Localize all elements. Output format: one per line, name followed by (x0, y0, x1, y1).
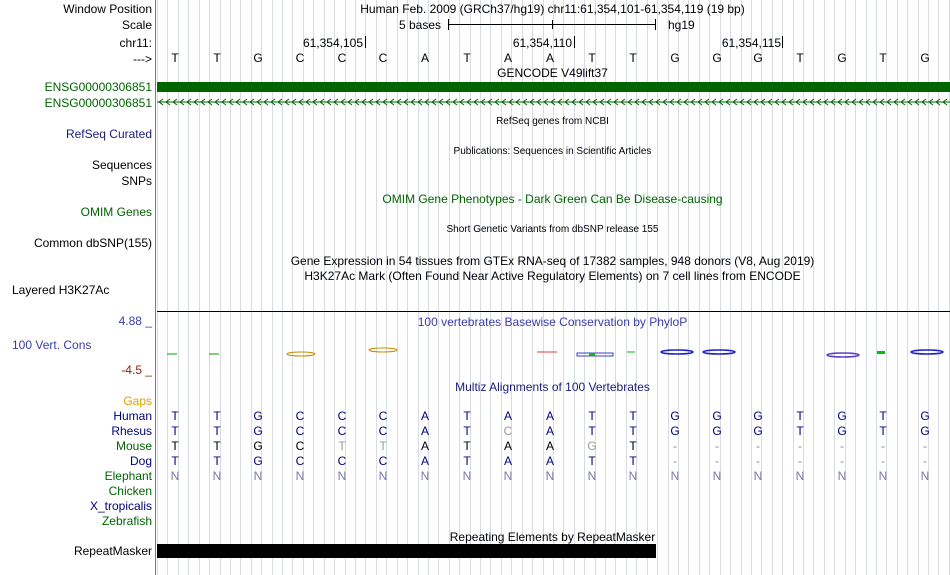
aligned-base: A (420, 454, 429, 468)
aligned-base: N (462, 469, 472, 483)
aligned-base: C (295, 439, 305, 453)
position-tick-3 (782, 36, 783, 48)
aligned-base: N (503, 469, 513, 483)
scale-db-label: hg19 (668, 18, 695, 32)
species-label[interactable]: Human (113, 409, 152, 423)
aligned-base: C (378, 424, 388, 438)
scale-bar-mid-tick (552, 20, 553, 29)
aligned-base: N (420, 469, 430, 483)
aligned-base: T (629, 424, 637, 438)
aligned-base: N (753, 469, 763, 483)
gaps-label: Gaps (123, 394, 152, 408)
reference-base: G (670, 51, 680, 65)
reference-base: T (796, 51, 804, 65)
phylop-track-title: 100 vertebrates Basewise Conservation by PhyloP (417, 315, 688, 329)
aligned-base: C (295, 454, 305, 468)
aligned-base: A (503, 409, 512, 423)
reference-base: G (712, 51, 722, 65)
aligned-base: C (337, 409, 347, 423)
aligned-base: G (253, 409, 263, 423)
window-position-text: Human Feb. 2009 (GRCh37/hg19) chr11:61,354,101-61,354,119 (19 bp) (360, 2, 745, 16)
aligned-base: N (795, 469, 805, 483)
aligned-base: T (879, 424, 887, 438)
scale-label: Scale (121, 18, 152, 32)
h3k27ac-track-label[interactable]: Layered H3K27Ac (12, 283, 110, 297)
aligned-base: N (253, 469, 263, 483)
aligned-base: T (171, 454, 179, 468)
position-tick-2 (574, 36, 575, 48)
label-separator (155, 0, 156, 575)
aligned-base: A (545, 424, 554, 438)
aligned-base: C (378, 409, 388, 423)
aligned-base: - (798, 439, 802, 453)
aligned-base: G (753, 409, 763, 423)
scale-bases-label: 5 bases (399, 18, 442, 32)
aligned-base: - (923, 454, 927, 468)
aligned-base: G (837, 409, 847, 423)
aligned-base: G (670, 409, 680, 423)
reference-base: A (420, 51, 429, 65)
aligned-base: - (840, 454, 844, 468)
dbsnp-track-title: Short Genetic Variants from dbSNP release 155 (446, 224, 659, 235)
gencode-gene-block[interactable] (157, 82, 950, 92)
position-tick-1 (365, 36, 366, 48)
aligned-base: G (670, 424, 680, 438)
aligned-base: T (629, 409, 637, 423)
gencode-gene-intron[interactable] (157, 97, 950, 107)
aligned-base: T (629, 454, 637, 468)
repeatmasker-track-label[interactable]: RepeatMasker (73, 544, 152, 558)
position-tick-label-2: 61,354,110 (512, 36, 572, 50)
aligned-base: - (798, 454, 802, 468)
aligned-base: N (878, 469, 888, 483)
aligned-base: N (295, 469, 305, 483)
aligned-base: T (796, 409, 804, 423)
aligned-base: T (338, 439, 346, 453)
aligned-base: T (171, 409, 179, 423)
phylop-max-label: 4.88 _ (118, 314, 152, 328)
repeatmasker-track-title: Repeating Elements by RepeatMasker (449, 530, 656, 544)
aligned-base: A (503, 439, 512, 453)
aligned-base: G (587, 439, 597, 453)
species-label[interactable]: Rhesus (111, 424, 152, 438)
aligned-base: N (628, 469, 638, 483)
aligned-base: N (212, 469, 222, 483)
aligned-base: N (545, 469, 555, 483)
aligned-base: A (545, 454, 554, 468)
aligned-base: N (378, 469, 388, 483)
aligned-base: T (588, 454, 596, 468)
aligned-base: - (881, 439, 885, 453)
aligned-base: G (712, 424, 722, 438)
reference-base: T (213, 51, 221, 65)
aligned-base: G (920, 409, 930, 423)
window-position-label: Window Position (63, 2, 152, 16)
aligned-base: - (715, 439, 719, 453)
aligned-base: C (295, 409, 305, 423)
aligned-base: T (213, 409, 221, 423)
aligned-base: N (920, 469, 930, 483)
snps-track-label[interactable]: SNPs (121, 174, 152, 188)
aligned-base: G (920, 424, 930, 438)
aligned-base: A (420, 439, 429, 453)
reference-base: T (629, 51, 637, 65)
reference-base: G (253, 51, 263, 65)
phylop-wiggle (157, 340, 950, 370)
repeatmasker-element[interactable] (157, 544, 656, 558)
aligned-base: - (673, 454, 677, 468)
scale-bar-left-tick (448, 19, 449, 30)
species-label[interactable]: Mouse (115, 439, 152, 453)
aligned-base: N (587, 469, 597, 483)
cons-track-label[interactable]: 100 Vert. Cons (12, 338, 92, 352)
aligned-base: - (840, 439, 844, 453)
aligned-base: N (170, 469, 180, 483)
aligned-base: C (337, 424, 347, 438)
multiz-track-title: Multiz Alignments of 100 Vertebrates (455, 380, 650, 394)
reference-base: G (837, 51, 847, 65)
omim-track-title: OMIM Gene Phenotypes - Dark Green Can Be Disease-causing (382, 192, 723, 206)
aligned-base: G (712, 409, 722, 423)
aligned-base: T (379, 439, 387, 453)
aligned-base: A (545, 439, 554, 453)
refseq-track-title: RefSeq genes from NCBI (496, 116, 609, 127)
species-label[interactable]: Zebrafish (101, 514, 152, 528)
species-label[interactable]: Dog (129, 454, 152, 468)
aligned-base: N (837, 469, 847, 483)
aligned-base: - (881, 454, 885, 468)
aligned-base: N (670, 469, 680, 483)
aligned-base: - (756, 439, 760, 453)
phylop-marks (167, 348, 943, 357)
aligned-base: T (213, 454, 221, 468)
reference-base: G (753, 51, 763, 65)
reference-base: C (337, 51, 347, 65)
aligned-base: - (923, 439, 927, 453)
reference-base: T (171, 51, 179, 65)
species-label[interactable]: Elephant (104, 469, 152, 483)
aligned-base: T (796, 424, 804, 438)
reference-base: A (545, 51, 554, 65)
refseq-track-label[interactable]: RefSeq Curated (65, 127, 152, 141)
aligned-base: N (337, 469, 347, 483)
dbsnp-track-label[interactable]: Common dbSNP(155) (33, 236, 152, 250)
aligned-base: T (171, 439, 179, 453)
aligned-base: T (463, 424, 471, 438)
gencode-gene-label-1[interactable]: ENSG00000306851 (44, 80, 152, 94)
position-tick-label-3: 61,354,115 (721, 36, 781, 50)
phylop-min-label: -4.5 _ (121, 363, 152, 377)
reference-base: T (463, 51, 471, 65)
aligned-base: G (253, 424, 263, 438)
reference-base: T (879, 51, 887, 65)
aligned-base: - (715, 454, 719, 468)
aligned-base: T (588, 424, 596, 438)
position-tick-label-1: 61,354,105 (302, 36, 363, 50)
sequences-track-label[interactable]: Sequences (91, 158, 152, 172)
aligned-base: T (463, 409, 471, 423)
aligned-base: - (756, 454, 760, 468)
aligned-base: C (378, 454, 388, 468)
aligned-base: T (879, 409, 887, 423)
reference-base: C (378, 51, 388, 65)
aligned-base: - (673, 439, 677, 453)
aligned-base: C (295, 424, 305, 438)
reference-base: G (920, 51, 930, 65)
gencode-track-title: GENCODE V49lift37 (497, 66, 608, 80)
reference-base: C (295, 51, 305, 65)
reference-base: A (503, 51, 512, 65)
aligned-base: G (753, 424, 763, 438)
aligned-base: T (588, 409, 596, 423)
aligned-base: T (171, 424, 179, 438)
gencode-gene-label-2[interactable]: ENSG00000306851 (44, 96, 152, 110)
publications-track-title: Publications: Sequences in Scientific Articles (453, 146, 652, 157)
aligned-base: T (463, 439, 471, 453)
h3k27ac-track-title: H3K27Ac Mark (Often Found Near Active Regulatory Elements) on 7 cell lines from ENCODE (304, 269, 801, 283)
aligned-base: C (337, 454, 347, 468)
species-label[interactable]: X_tropicalis (89, 499, 152, 513)
direction-label: ---> (133, 52, 152, 66)
species-label[interactable]: Chicken (108, 484, 152, 498)
h3k27ac-baseline (157, 311, 950, 312)
aligned-base: A (420, 409, 429, 423)
aligned-base: G (837, 424, 847, 438)
aligned-base: T (213, 424, 221, 438)
aligned-base: A (503, 454, 512, 468)
aligned-base: A (545, 409, 554, 423)
chr-label: chr11: (119, 36, 152, 50)
aligned-base: T (463, 454, 471, 468)
scale-bar-right-tick (655, 19, 656, 30)
aligned-base: G (253, 454, 263, 468)
aligned-base: G (253, 439, 263, 453)
reference-base: T (588, 51, 596, 65)
aligned-base: T (629, 439, 637, 453)
aligned-base: N (712, 469, 722, 483)
gtex-track-title: Gene Expression in 54 tissues from GTEx RNA-seq of 17382 samples, 948 donors (V8, Aug 2019) (290, 254, 815, 268)
aligned-base: C (503, 424, 513, 438)
omim-track-label[interactable]: OMIM Genes (80, 205, 152, 219)
aligned-base: T (213, 439, 221, 453)
aligned-base: A (420, 424, 429, 438)
